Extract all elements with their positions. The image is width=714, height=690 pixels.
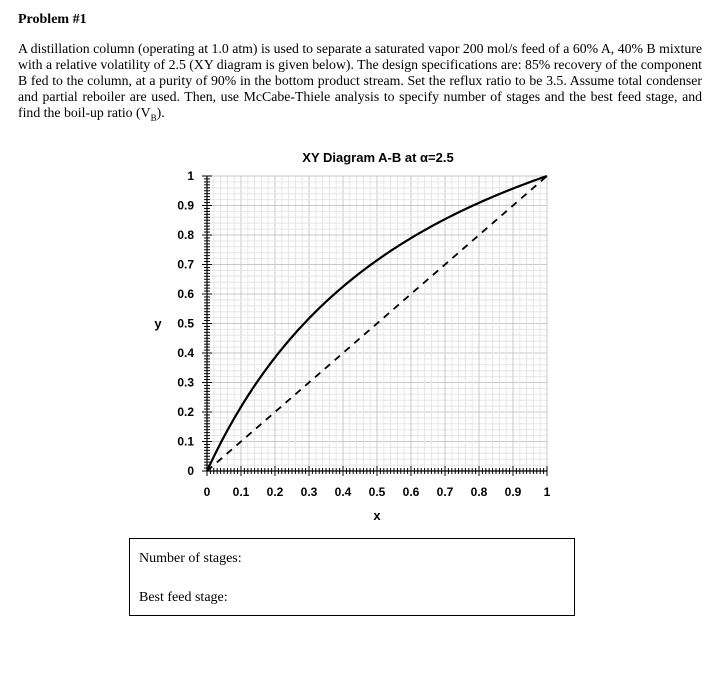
y-tick-label: 0.3	[177, 375, 194, 390]
problem-statement-end: ).	[156, 105, 165, 120]
y-tick-label: 0.6	[177, 287, 194, 301]
x-tick-label: 0.2	[266, 485, 284, 499]
y-tick-label: 0.4	[177, 346, 194, 360]
y-tick-label: 1	[187, 169, 194, 183]
y-tick-label: 0.8	[177, 228, 194, 242]
problem-statement-body: A distillation column (operating at 1.0 atm) is used to separate a saturated vapor 200 mol/s feed of a 60% A, 40% B mixture with a relative volatility of 2.5 (XY diagram is given below). The design specifications are: 85% recovery of the component B fed to the column, at a purity of 90% in the bottom product stream. Set the reflux ratio to be 3.5. Assume total condenser and partial reboiler are used. Then, use McCabe-Thiele analysis to specify number of stages and the best feed stage, and find the boil-up ratio (V	[18, 41, 702, 120]
x-tick-label: 0.7	[436, 485, 454, 499]
answer-box	[129, 538, 575, 616]
y-tick-label: 0	[187, 464, 194, 478]
x-tick-label: 0.9	[504, 485, 522, 499]
chart-title: XY Diagram A-B at α=2.5	[302, 150, 454, 165]
best-feed-stage-label: Best feed stage:	[139, 590, 228, 605]
problem-title: Problem #1	[18, 12, 87, 27]
x-tick-label: 0	[203, 485, 211, 499]
x-tick-label: 0.8	[470, 485, 488, 499]
y-axis-label: y	[154, 316, 162, 331]
y-tick-label: 0.1	[177, 434, 194, 449]
x-tick-label: 0.3	[300, 485, 318, 499]
x-tick-label: 0.4	[334, 485, 352, 499]
y-tick-label: 0.2	[177, 405, 194, 419]
y-tick-label: 0.5	[177, 316, 194, 331]
y-tick-label: 0.7	[177, 257, 194, 272]
x-tick-label: 1	[543, 485, 551, 499]
boilup-subscript: B	[150, 112, 157, 123]
x-tick-label: 0.1	[232, 485, 250, 499]
x-tick-label: 0.5	[368, 485, 386, 499]
y-tick-label: 0.9	[177, 198, 194, 213]
number-of-stages-label: Number of stages:	[139, 551, 242, 566]
x-tick-label: 0.6	[402, 485, 420, 499]
x-axis-label: x	[373, 508, 381, 523]
